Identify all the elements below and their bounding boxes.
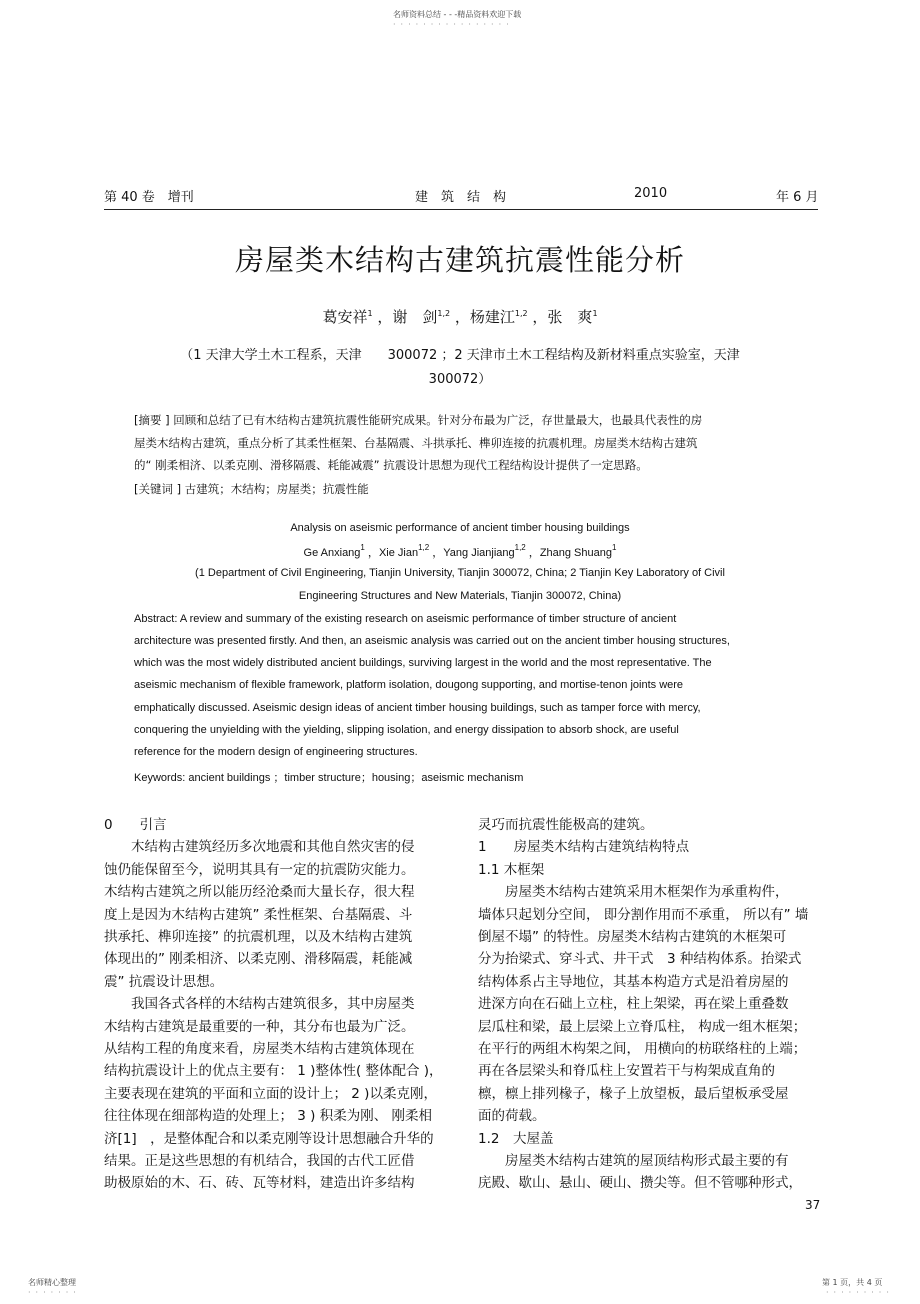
watermark-dots: ················ [393,20,514,29]
body-left-line: 度上是因为木结构古建筑” 柔性框架、台基隔震、斗 [104,906,413,923]
body-left-line: 蚀仍能保留至今，说明其具有一定的抗震防灾能力。 [104,861,415,878]
header-rule [104,209,818,210]
separator: ， [429,547,444,559]
body-right-line: 倒屋不塌” 的特性。房屋类木结构古建筑的木框架可 [478,929,787,945]
author-affiliation-mark: 1,2 [418,543,430,552]
affiliation-line: （1 天津大学土木工程系，天津 300072 ；2 天津市土木工程结构及新材料重点实验室，天津 [180,348,740,363]
abstract-cn-line: 的“ 刚柔相济、以柔克刚、滑移隔震、耗能减震” 抗震设计思想为现代工程结构设计提供了一定思路。 [134,458,648,472]
body-right-line: 进深方向在石础上立柱，柱上架梁，再在梁上重叠数 [478,996,789,1013]
author-name: 张 爽 [547,308,593,326]
body-left-line: 拱承托、榫卯连接” 的抗震机理，以及木结构古建筑 [104,929,413,945]
body-right-line: 1.2 大屋盖 [478,1130,554,1147]
body-left-line: 体现出的” 刚柔相济、以柔克刚、滑移隔震，耗能减 [104,951,413,968]
body-right-line: 分为抬梁式、穿斗式、井干式 3 种结构体系。抬梁式 [478,951,802,968]
journal-volume: 第 40 卷 增刊 [104,190,194,205]
author-name: 葛安祥 [322,308,368,326]
separator: ， [372,308,393,326]
paper-title: 房屋类木结构古建筑抗震性能分析 [234,243,685,277]
body-left-line: 结构抗震设计上的优点主要有： 1 )整体性( 整体配合 )， [104,1063,443,1080]
english-author-list [0,543,920,560]
abstract-en-line: architecture was presented firstly. And then, an aseismic analysis was carried out on the ancient timber housing structures, [134,635,730,647]
body-left-line: 济[1] ，是整体配合和以柔克刚等设计思想融合升华的 [104,1130,434,1147]
body-left-line: 结果。正是这些思想的有机结合，我国的古代工匠借 [104,1153,415,1169]
body-left-line: 主要表现在建筑的平面和立面的设计上； 2 )以柔克刚， [104,1085,437,1102]
body-right-line: 结构体系占主导地位，其基本构造方式是沿着房屋的 [478,973,789,990]
body-right-line: 在平行的两组木构架之间， 用横向的枋联络柱的上端； [478,1041,807,1057]
author-affiliation-mark: 1 [592,309,598,318]
author-name: Xie Jian [378,547,419,559]
footer-dots-left: ······· [28,1288,81,1297]
journal-month: 年 6 月 [776,190,819,205]
body-right-line: 庑殿、歇山、悬山、硬山、攒尖等。但不管哪种形式， [478,1175,802,1192]
body-right-line: 层瓜柱和梁，最上层梁上立脊瓜柱， 构成一组木框架； [478,1018,807,1035]
footer-dots-right: ········· [826,1288,894,1297]
separator: ， [364,547,379,559]
keywords-cn: [关键词 ] 古建筑；木结构；房屋类；抗震性能 [134,482,369,496]
author-affiliation-mark: 1 [611,543,617,552]
author-name: 杨建江 [469,308,515,326]
footer-page-count: 第 1 页，共 4 页 [822,1278,883,1287]
author-list [0,306,920,327]
body-right-line: 再在各层梁头和脊瓜柱上安置若干与构架成直角的 [478,1063,775,1080]
abstract-en-line: conquering the unyielding with the yielding, slipping isolation, and energy dissipation to absorb shock, are useful [134,724,679,736]
body-left-line: 我国各式各样的木结构古建筑很多，其中房屋类 [104,996,415,1013]
journal-name: 建 筑 结 构 [415,190,507,205]
body-right-line: 灵巧而抗震性能极高的建筑。 [478,817,654,833]
body-right-line: 房屋类木结构古建筑采用木框架作为承重构件， [478,884,789,901]
body-left-line: 木结构古建筑之所以能历经沧桑而大量长存，很大程 [104,884,415,901]
english-title: Analysis on aseismic performance of ancient timber housing buildings [290,522,630,534]
body-left-line: 木结构古建筑经历多次地震和其他自然灾害的侵 [104,839,415,856]
body-right-line: 檩，檩上排列椽子，椽子上放望板，最后望板承受屋 [478,1085,789,1102]
abstract-en-line: reference for the modern design of engineering structures. [134,746,418,758]
body-right-line: 房屋类木结构古建筑的屋顶结构形式最主要的有 [478,1153,789,1169]
abstract-en-line: Abstract: A review and summary of the existing research on aseismic performance of timber structure of ancient [134,613,677,625]
separator: ， [525,547,540,559]
abstract-cn-line: 屋类木结构古建筑，重点分析了其柔性框架、台基隔震、斗拱承托、榫卯连接的抗震机理。房屋类木结构古建筑 [134,436,698,450]
separator: ， [450,308,470,326]
body-left-line: 震” 抗震设计思想。 [104,973,224,990]
body-right-line: 墙体只起划分空间， 即分割作用而不承重， 所以有” 墙 [478,906,809,923]
author-affiliation-mark: 1,2 [437,309,451,318]
top-watermark: 名师资料总结 - - -精品资料欢迎下载 [393,10,522,19]
body-right-line: 面的荷载。 [478,1108,546,1125]
footer-watermark-left: 名师精心整理 [28,1278,76,1287]
english-affiliation-line: Engineering Structures and New Materials, Tianjin 300072, China) [298,590,622,602]
author-name: Yang Jianjiang [443,547,515,559]
body-right-line: 1.1 木框架 [478,861,545,878]
keywords-en: Keywords: ancient buildings ；timber structure；housing；aseismic mechanism [134,772,524,784]
author-name: Zhang Shuang [539,547,612,559]
english-affiliation-line: (1 Department of Civil Engineering, Tianjin University, Tianjin 300072, China; 2 Tianjin Key Laboratory of Civil [195,567,725,579]
author-affiliation-mark: 1 [367,309,373,318]
author-affiliation-mark: 1,2 [514,309,528,318]
author-affiliation-mark: 1,2 [514,543,526,552]
author-name: Ge Anxiang [303,547,361,559]
abstract-en-line: emphatically discussed. Aseismic design ideas of ancient timber housing buildings, such as tamper force with mercy, [134,702,701,714]
separator: ， [527,308,548,326]
affiliation-line: 300072） [428,372,492,387]
abstract-cn-line: [摘要 ] 回顾和总结了已有木结构古建筑抗震性能研究成果。针对分布最为广泛，存世量最大，也最具代表性的房 [134,413,703,427]
body-right-line: 1 房屋类木结构古建筑结构特点 [478,839,690,856]
body-left-line: 往往体现在细部构造的处理上； 3 ) 积柔为刚、 刚柔相 [104,1108,433,1125]
body-left-line: 助极原始的木、石、砖、瓦等材料，建造出许多结构 [104,1175,415,1192]
body-left-line: 从结构工程的角度来看，房屋类木结构古建筑体现在 [104,1041,415,1057]
abstract-en-line: which was the most widely distributed ancient buildings, surviving largest in the world and the most representative. The [134,657,712,669]
body-left-line: 木结构古建筑是最重要的一种，其分布也最为广泛。 [104,1018,415,1035]
page-number: 37 [805,1198,821,1212]
body-left-line: 0 引言 [104,817,167,833]
author-affiliation-mark: 1 [360,543,365,552]
journal-year: 2010 [634,186,668,201]
abstract-en-line: aseismic mechanism of flexible framework, platform isolation, dougong supporting, and mortise-tenon joints were [134,679,684,691]
author-name: 谢 剑 [392,308,438,326]
